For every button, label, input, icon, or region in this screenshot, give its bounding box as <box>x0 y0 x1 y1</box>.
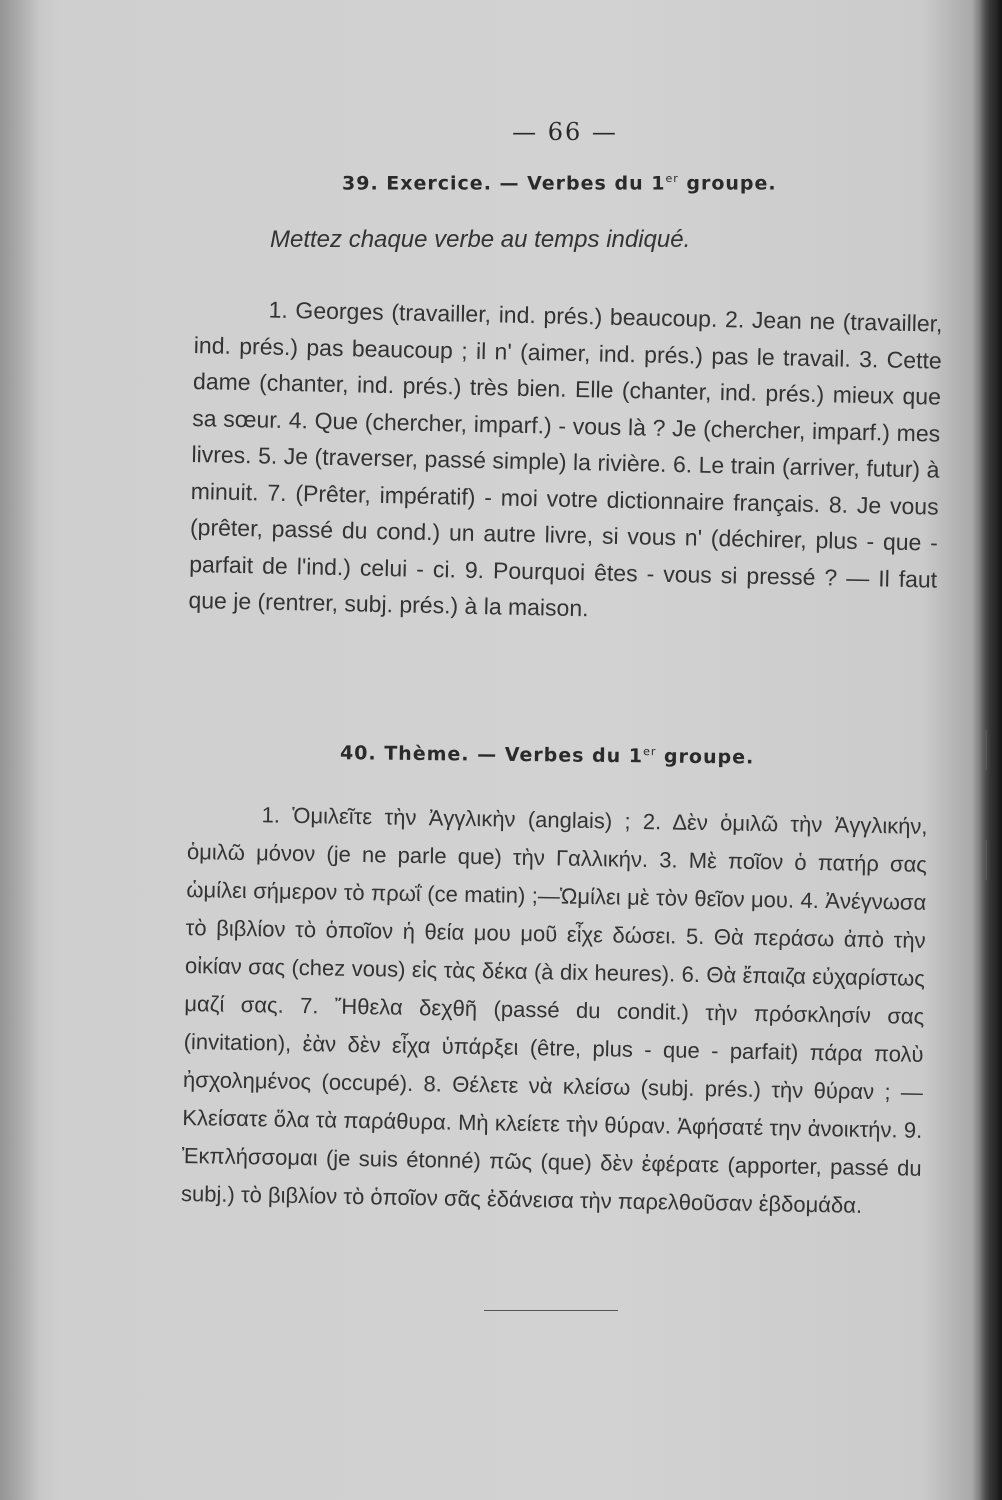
theme-heading <box>340 742 754 769</box>
section-divider <box>484 1310 618 1311</box>
exercise-heading-text: 39. Exercice. — Verbes du 1 <box>342 172 666 195</box>
exercise-body: 1. Georges (travailler, ind. prés.) beaucoup. 2. Jean ne (travailler, ind. prés.) pas beaucoup ; il n' (aimer, ind. prés.) pas le travail. 3. Cette dame (chanter, ind. prés.) très bien. Elle (chanter, ind. prés.) mieux que sa sœur. 4. Que (chercher, imparf.) - vous là ? Je (chercher, imparf.) mes livres. 5. Je (traverser, passé simple) la rivière. 6. Le train (arriver, futur) à minuit. 7. (Prêter, impératif) - moi votre dictionnaire français. 8. Je vous (prêter, passé du cond.) un autre livre, si vous n' (déchirer, plus - que - parfait de l'ind.) celui - ci. 9. Pourquoi êtes - vous si pressé ? — Il faut que je (rentrer, subj. prés.) à la maison. <box>188 296 943 622</box>
indent <box>188 821 262 822</box>
exercise-heading <box>342 172 777 194</box>
exercise-instruction: Mettez chaque verbe au temps indiqué. <box>270 226 691 253</box>
theme-heading-text: 40. Thème. — Verbes du 1 <box>339 742 644 768</box>
theme-heading-sup: er <box>643 745 657 759</box>
exercise-heading-end: groupe. <box>678 172 777 195</box>
theme-heading-end: groupe. <box>656 745 755 769</box>
edge-mark <box>985 840 987 880</box>
exercise-text <box>188 290 943 634</box>
page-number: — 66 — <box>512 118 618 146</box>
theme-body: 1. Ὁμιλεῖτε τὴν Ἀγγλικὴν (anglais) ; 2. Δὲν ὁμιλῶ τὴν Ἀγγλικήν, ὁμιλῶ μόνον (je ne parle que) τὴν Γαλλικήν. 3. Μὲ ποῖον ὁ πατήρ σας ὡμίλει σήμερον τὸ πρωΐ (ce matin) ;—Ὡμίλει μὲ τὸν θεῖον μου. 4. Ἀνέγνωσα τὸ βιβλίον τὸ ὁποῖον ἡ θεία μου μοῦ εἶχε δώσει. 5. Θὰ περάσω ἀπὸ τὴν οἰκίαν σας (chez vous) εἰς τὰς δέκα (à dix heures). 6. Θὰ ἔπαιζα εὐχαρίστως μαζί σας. 7. Ἤθελα δεχθῆ (passé du condit.) τὴν πρόσκλησίν σας (invitation), ἐὰν δὲν εἶχα ὑπάρξει (être, plus - que - parfait) πάρα πολὺ ἠσχολημένος (occupé). 8. Θέλετε νὰ κλείσω (subj. prés.) τὴν θύραν ; — Κλείσατε ὅλα τὰ παράθυρα. Μὴ κλείετε τὴν θύραν. Ἀφήσατέ την ἀνοικτήν. 9. Ἐκπλήσσομαι (je suis étonné) πῶς (que) δὲν ἐφέρατε (apporter, passé du subj.) τὸ βιβλίον τὸ ὁποῖον σᾶς ἐδάνεισα τὴν παρελθοῦσαν ἑβδομάδα. <box>180 802 928 1218</box>
gutter-shadow <box>0 0 40 1500</box>
page-edge <box>980 0 1002 1500</box>
exercise-heading-sup: er <box>665 172 679 185</box>
indent <box>194 316 268 318</box>
edge-mark <box>985 730 987 770</box>
theme-text <box>181 795 928 1226</box>
